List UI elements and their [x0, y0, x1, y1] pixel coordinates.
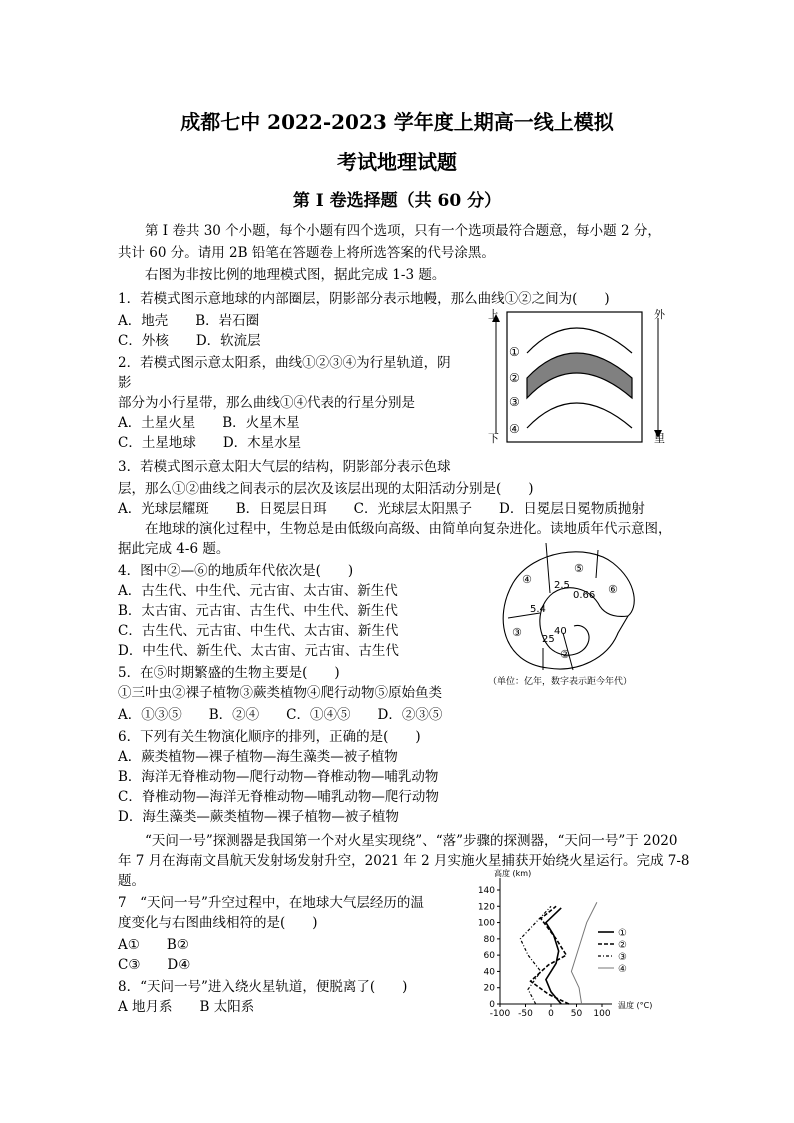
value-5-4: 5.4 [530, 604, 546, 615]
text-line: 在地球的演化过程中，生物总是由低级向高级、由简单向复杂进化。读地质年代示意图， [118, 521, 672, 537]
text-line: 4．图中②—⑥的地质年代依次是( ) [118, 563, 354, 579]
text-line: “天问一号”探测器是我国第一个对火星实现绕”、“落”步骤的探测器，“天问一号”于 2020 [118, 833, 678, 849]
text-line: 影 [118, 375, 132, 391]
text-line: 右图为非按比例的地理模式图，据此完成 1-3 题。 [118, 267, 446, 283]
value-2-5: 2.5 [554, 580, 570, 591]
text-line: 层，那么①②曲线之间表示的层次及该层出现的太阳活动分别是( ) [118, 481, 534, 497]
legend-label-1: ① [618, 928, 627, 939]
text-line: 题。 [118, 873, 145, 889]
label-outer: 外 [654, 308, 665, 321]
label-inner: 里 [654, 432, 665, 445]
text-line: 1．若模式图示意地球的内部圈层，阴影部分表示地幔，那么曲线①②之间为( ) [118, 291, 610, 307]
diagram-caption: （单位：亿年，数字表示距今年代） [488, 677, 633, 687]
geologic-time-diagram [488, 538, 663, 690]
curve-label-2: ② [509, 371, 520, 385]
sector-2: ② [560, 648, 570, 661]
series-line-1 [546, 908, 561, 1004]
y-tick-label: 100 [477, 918, 495, 929]
label-bottom: 下 [488, 432, 499, 445]
text-line: 2．若模式图示意太阳系，曲线①②③④为行星轨道，阴 [118, 355, 451, 371]
y-axis-label: 高度 (km) [494, 869, 532, 878]
y-tick-label: 60 [483, 951, 495, 962]
text-line: A．光球层耀斑 B．日冕层日珥 C．光球层太阳黑子 D．日冕层日冕物质抛射 [118, 501, 645, 517]
text-line: C．外核 D．软流层 [118, 333, 261, 349]
text-line: 据此完成 4-6 题。 [118, 541, 230, 557]
page-subtitle: 考试地理试题 [337, 150, 457, 174]
text-line: A．土星火星 B．火星木星 [118, 415, 300, 431]
legend-label-4: ④ [618, 964, 627, 975]
section-heading: 第 I 卷选择题（共 60 分） [292, 191, 502, 211]
y-tick-label: 140 [477, 886, 495, 896]
text-line: 6．下列有关生物演化顺序的排列，正确的是( ) [118, 729, 421, 745]
legend-label-2: ② [618, 940, 627, 951]
curve-label-3: ③ [509, 395, 520, 409]
series-line-3 [520, 906, 551, 1004]
curve-label-1: ① [509, 345, 520, 359]
text-line: C．脊椎动物—海洋无脊椎动物—哺乳动物—爬行动物 [118, 789, 439, 805]
text-line: A．古生代、中生代、元古宙、太古宙、新生代 [118, 583, 398, 599]
text-line: A．蕨类植物—裸子植物—海生藻类—被子植物 [118, 749, 398, 765]
y-tick-label: 20 [483, 983, 495, 994]
value-0-66: 0.66 [573, 590, 596, 601]
curve-label-4: ④ [509, 422, 520, 436]
sector-4: ④ [522, 573, 532, 586]
text-line: 度变化与右图曲线相符的是( ) [118, 915, 318, 931]
y-tick-label: 120 [477, 902, 495, 913]
text-line: A 地月系 B 太阳系 [118, 999, 255, 1015]
text-line: 5．在⑤时期繁盛的生物主要是( ) [118, 665, 340, 681]
y-tick-label: 40 [483, 967, 495, 978]
text-line: B．海洋无脊椎动物—爬行动物—脊椎动物—哺乳动物 [118, 769, 439, 785]
text-line: ①三叶虫②裸子植物③蕨类植物④爬行动物⑤原始鱼类 [118, 685, 442, 701]
x-tick-label: -100 [489, 1009, 511, 1018]
x-tick-label: -50 [518, 1009, 533, 1018]
curve-4 [527, 403, 632, 428]
text-line: A．①③⑤ B．②④ C．①④⑤ D．②③⑤ [118, 707, 443, 723]
y-tick-label: 80 [483, 934, 495, 945]
curve-1 [527, 328, 632, 353]
text-line: 共计 60 分。请用 2B 铅笔在答题卷上将所选答案的代号涂黑。 [118, 245, 495, 261]
text-line: A．地壳 B．岩石圈 [118, 313, 260, 329]
text-line: 年 7 月在海南文昌航天发射场发射升空，2021 年 2 月实施火星捕获开始绕火星运行。完成 7-8 [118, 853, 690, 869]
x-tick-label: 100 [593, 1009, 611, 1018]
text-line: 7 “天问一号”升空过程中，在地球大气层经历的温 [118, 895, 424, 911]
value-25: 25 [542, 634, 555, 645]
text-line: 部分为小行星带，那么曲线①④代表的行星分别是 [118, 395, 415, 411]
label-top: 上 [488, 308, 499, 321]
sector-6: ⑥ [608, 583, 618, 596]
y-tick-label: 0 [489, 1000, 495, 1010]
temperature-height-chart [462, 868, 672, 1018]
text-line: D．海生藻类—蕨类植物—裸子植物—被子植物 [118, 809, 399, 825]
x-tick-label: 50 [570, 1009, 583, 1018]
text-line: 第 I 卷共 30 个小题，每个小题有四个选项，只有一个选项最符合题意，每小题 2 分， [118, 223, 661, 239]
text-line: A① B② [118, 937, 189, 953]
page-title: 成都七中 2022-2023 学年度上期高一线上模拟 [180, 110, 614, 134]
text-line: D．中生代、新生代、太古宙、元古宙、古生代 [118, 643, 399, 659]
series-line-4 [571, 902, 597, 1004]
sector-5: ⑤ [574, 562, 584, 575]
text-line: C．古生代、元古宙、中生代、太古宙、新生代 [118, 623, 399, 639]
legend-label-3: ③ [618, 952, 627, 963]
text-line: 3．若模式图示意太阳大气层的结构，阴影部分表示色球 [118, 459, 451, 475]
text-line: 8．“天问一号”进入绕火星轨道，便脱离了( ) [118, 979, 408, 995]
value-40: 40 [554, 626, 567, 637]
sector-3: ③ [512, 626, 522, 639]
model-diagram [482, 308, 672, 448]
text-line: C③ D④ [118, 957, 191, 973]
text-line: B．太古宙、元古宙、古生代、中生代、新生代 [118, 603, 398, 619]
x-axis-label: 温度 (°C) [618, 1001, 653, 1010]
x-tick-label: 0 [548, 1009, 554, 1018]
asteroid-belt-shading [527, 353, 632, 398]
text-line: C．土星地球 D．木星水星 [118, 435, 302, 451]
